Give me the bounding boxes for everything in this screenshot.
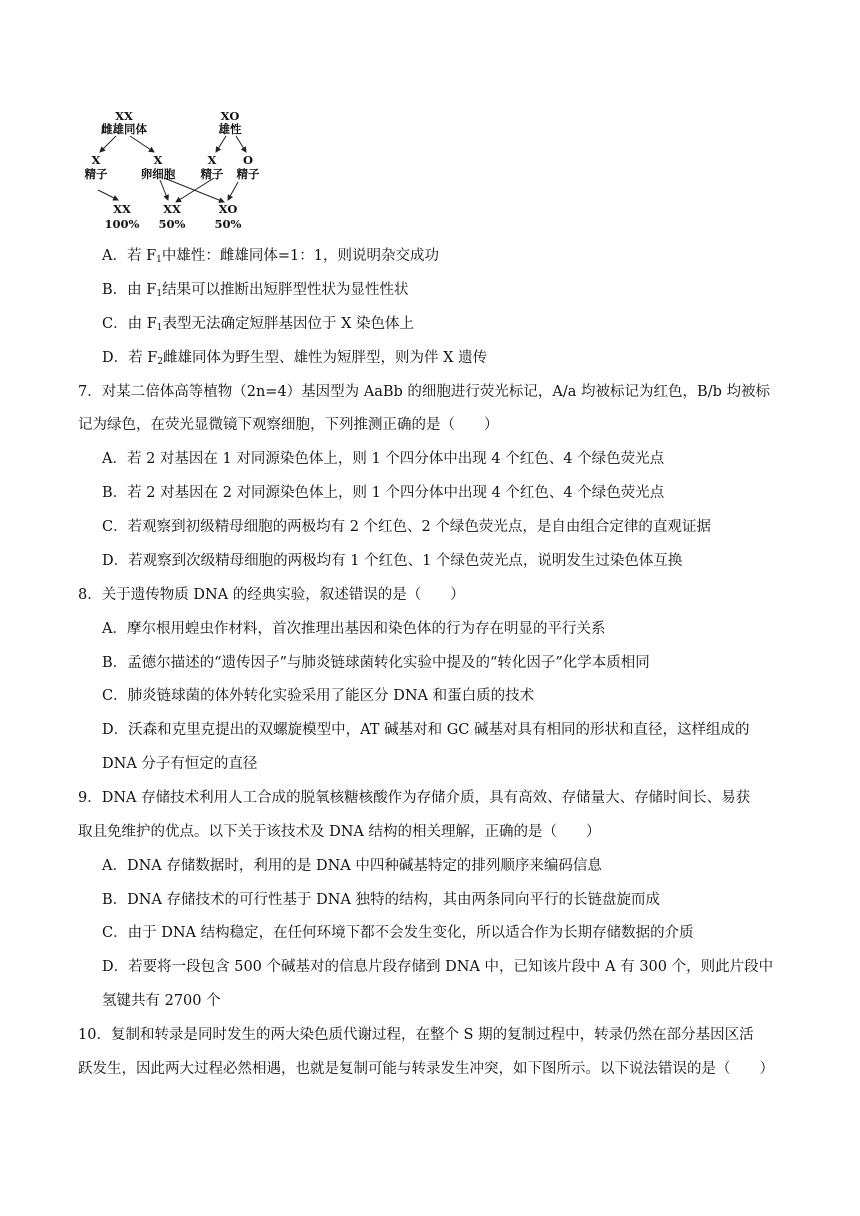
q7-stem: 记为绿色，在荧光显微镜下观察细胞，下列推测正确的是（ ） <box>78 417 499 433</box>
q6-option-b: B．由 $F_1$结果可以推断出短胖型性状为显性性状 <box>102 282 409 299</box>
q7-option-a: A．若 2 对基因在 1 对同源染色体上，则 1 个四分体中出现 4 个红色、4 个绿色荧光点 <box>102 451 665 467</box>
q8-option-a: A．摩尔根用蝗虫作材料，首次推理出基因和染色体的行为存在明显的平行关系 <box>102 621 606 637</box>
q8-stem: 8．关于遗传物质 DNA 的经典实验，叙述错误的是（ ） <box>78 587 465 603</box>
gamete-genotype: X <box>91 153 101 167</box>
offspring-genotype: XO <box>218 202 238 216</box>
q8-option-c: C．肺炎链球菌的体外转化实验采用了能区分 DNA 和蛋白质的技术 <box>102 688 535 704</box>
gamete-label: 精子 <box>84 167 108 181</box>
q7-option-b: B．若 2 对基因在 2 对同源染色体上，则 1 个四分体中出现 4 个红色、4 个绿色荧光点 <box>102 485 665 501</box>
q8-option-d: D．沃森和克里克提出的双螺旋模型中，AT 碱基对和 GC 碱基对具有相同的形状和直径，这样组成的 <box>102 722 750 738</box>
q8-option-d-cont: DNA 分子有恒定的直径 <box>102 756 258 772</box>
q9-option-a: A．DNA 存储数据时，利用的是 DNA 中四种碱基特定的排列顺序来编码信息 <box>102 858 602 874</box>
q6-option-d: D．若 $F_2$雌雄同体为野生型、雄性为短胖型，则为伴 X 遗传 <box>102 350 488 367</box>
offspring-percent: 50% <box>158 217 186 231</box>
offspring-genotype: XX <box>113 202 131 216</box>
q9-option-d: D．若要将一段包含 500 个碱基对的信息片段存储到 DNA 中，已知该片段中 A 有 300 个，则此片段中 <box>102 959 774 975</box>
q9-stem: 取且免维护的优点。以下关于该技术及 DNA 结构的相关理解，正确的是（ ） <box>78 824 601 840</box>
left-parent-label: 雌雄同体 <box>101 122 147 136</box>
offspring-percent: 100% <box>104 217 140 231</box>
gamete-genotype: O <box>242 153 254 167</box>
q6-option-a: A．若 $F_1$中雄性：雌雄同体=1：1，则说明杂交成功 <box>102 248 439 265</box>
left-parent-genotype: XX <box>115 109 133 123</box>
gamete-genotype: X <box>207 153 217 167</box>
q9-option-c: C．由于 DNA 结构稳定，在任何环境下都不会发生变化，所以适合作为长期存储数据的介质 <box>102 925 694 941</box>
q9-option-b: B．DNA 存储技术的可行性基于 DNA 独特的结构，其由两条同向平行的长链盘旋而成 <box>102 892 661 908</box>
gamete-label: 精子 <box>236 167 260 181</box>
q10-stem: 跃发生，因此两大过程必然相遇，也就是复制可能与转录发生冲突，如下图所示。以下说法错误的是（ ） <box>78 1061 774 1077</box>
offspring-genotype: XX <box>163 202 181 216</box>
q10-stem: 10．复制和转录是同时发生的两大染色质代谢过程，在整个 S 期的复制过程中，转录仍然在部分基因区活 <box>78 1027 754 1043</box>
q9-stem: 9．DNA 存储技术利用人工合成的脱氧核糖核酸作为存储介质，具有高效、存储量大、存储时间长、易获 <box>78 790 751 806</box>
q7-stem: 7．对某二倍体高等植物（2n=4）基因型为 AaBb 的细胞进行荧光标记，A/a 均被标记为红色，B/b 均被标 <box>78 384 770 400</box>
right-parent-label: 雄性 <box>218 122 242 136</box>
gamete-label: 精子 <box>200 167 224 181</box>
q9-option-d-cont: 氢键共有 2700 个 <box>102 993 221 1009</box>
cross-diagram <box>78 108 278 236</box>
right-parent-genotype: XO <box>220 109 240 123</box>
q7-option-c: C．若观察到初级精母细胞的两极均有 2 个红色、2 个绿色荧光点，是自由组合定律的直观证据 <box>102 519 711 535</box>
gamete-genotype: X <box>153 153 163 167</box>
gamete-label: 卵细胞 <box>140 167 176 181</box>
offspring-percent: 50% <box>214 217 242 231</box>
q7-option-d: D．若观察到次级精母细胞的两极均有 1 个红色、1 个绿色荧光点，说明发生过染色体互换 <box>102 553 683 569</box>
q8-option-b: B．孟德尔描述的“遗传因子”与肺炎链球菌转化实验中提及的“转化因子”化学本质相同 <box>102 655 650 671</box>
q6-option-c: C．由 $F_1$表型无法确定短胖基因位于 X 染色体上 <box>102 316 415 333</box>
